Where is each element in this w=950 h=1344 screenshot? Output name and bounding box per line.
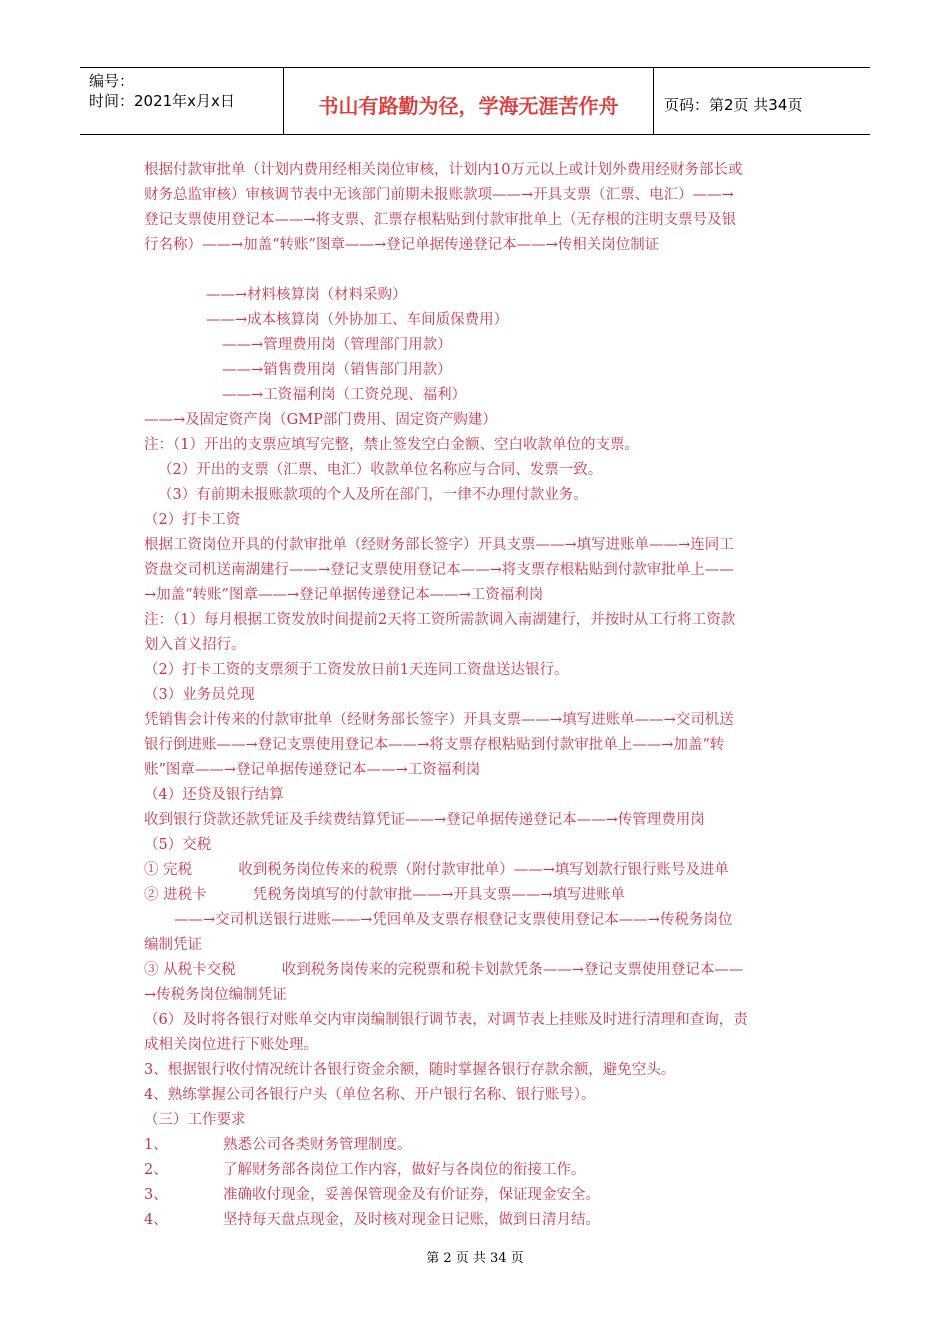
document-time-label: 时间：2021年x月x日 (89, 92, 235, 110)
body-line: 根据付款审批单（计划内费用经相关岗位审核，计划内10万元以上或计划外费用经财务部长或 (144, 162, 743, 178)
body-line: 编制凭证 (144, 937, 202, 953)
body-line: 账”图章——→登记单据传递登记本——→工资福利岗 (144, 762, 481, 778)
body-line: （三）工作要求 (144, 1112, 246, 1128)
body-line: 4、 坚持每天盘点现金，及时核对现金日记账，做到日清月结。 (144, 1212, 601, 1228)
header-meta (80, 68, 284, 134)
body-line: 3、 准确收付现金，妥善保管现金及有价证券，保证现金安全。 (144, 1187, 601, 1203)
document-body (144, 158, 808, 1233)
body-line: （2）开出的支票（汇票、电汇）收款单位名称应与合同、发票一致。 (158, 462, 603, 478)
body-line: ③ 从税卡交税 收到税务岗传来的完税票和税卡划款凭条——→登记支票使用登记本—— (144, 962, 744, 978)
body-line: 资盘交司机送南湖建行——→登记支票使用登记本——→将支票存根粘贴到付款审批单上—— (144, 562, 734, 578)
document-number-label: 编号： (89, 72, 135, 90)
body-line: 凭销售会计传来的付款审批单（经财务部长签字）开具支票——→填写进账单——→交司机送 (144, 712, 734, 728)
body-line: ——→销售费用岗（销售部门用款） (222, 362, 452, 378)
body-line: →传税务岗位编制凭证 (144, 987, 287, 1003)
body-line: （6）及时将各银行对账单交内审岗编制银行调节表，对调节表上挂账及时进行清理和查询，责 (144, 1012, 748, 1028)
body-line: ——→材料核算岗（材料采购） (206, 287, 407, 303)
body-line: 3、根据银行收付情况统计各银行资金余额，随时掌握各银行存款余额，避免空头。 (144, 1062, 676, 1078)
body-line: ——→交司机送银行进账——→凭回单及支票存根登记支票使用登记本——→传税务岗位 (174, 912, 733, 928)
body-line: （2）打卡工资 (144, 512, 241, 528)
body-line: →加盖“转账”图章——→登记单据传递登记本——→工资福利岗 (144, 587, 544, 603)
body-line: （5）交税 (144, 837, 212, 853)
body-line: 4、熟练掌握公司各银行户头（单位名称、开户银行名称、银行账号）。 (144, 1087, 596, 1103)
body-line: ——→工资福利岗（工资兑现、福利） (222, 387, 467, 403)
body-line: ——→成本核算岗（外协加工、车间质保费用） (206, 312, 509, 328)
body-line: ——→管理费用岗（管理部门用款） (222, 337, 452, 353)
body-line: 注：（1）每月根据工资发放时间提前2天将工资所需款调入南湖建行，并按时从工行将工资款 (144, 612, 736, 628)
page-footer: 第 2 页 共 34 页 (426, 1251, 524, 1266)
body-line: 财务总监审核）审核调节表中无该部门前期未报账款项——→开具支票（汇票、电汇）——→ (144, 187, 734, 203)
body-line: 1、 熟悉公司各类财务管理制度。 (144, 1137, 412, 1153)
body-line: ② 进税卡 凭税务岗填写的付款审批——→开具支票——→填写进账单 (144, 887, 625, 903)
body-line: 行名称）——→加盖“转账”图章——→登记单据传递登记本——→传相关岗位制证 (144, 237, 660, 253)
body-line: 登记支票使用登记本——→将支票、汇票存根粘贴到付款审批单上（无存根的注明支票号及银 (144, 212, 737, 228)
body-line: 成相关岗位进行下账处理。 (144, 1037, 318, 1053)
body-line: ① 完税 收到税务岗位传来的税票（附付款审批单）——→填写划款行银行账号及进单 (144, 862, 729, 878)
body-line: 银行倒进账——→登记支票使用登记本——→将支票存根粘贴到付款审批单上——→加盖“转 (144, 737, 725, 753)
header-page-info: 页码：第2页 共34页 (664, 95, 803, 114)
blank-line (144, 258, 808, 283)
header-motto: 书山有路勤为径，学海无涯苦作舟 (284, 68, 654, 134)
body-line: 根据工资岗位开具的付款审批单（经财务部长签字）开具支票——→填写进账单——→连同工 (144, 537, 734, 553)
body-line: 划入首义招行。 (144, 637, 246, 653)
body-line: 注：（1）开出的支票应填写完整，禁止签发空白金额、空白收款单位的支票。 (144, 437, 639, 453)
body-line: ——→及固定资产岗（GMP部门费用、固定资产购建） (144, 412, 497, 428)
page-header (80, 67, 870, 135)
body-line: （3）业务员兑现 (144, 687, 255, 703)
body-line: 收到银行贷款还款凭证及手续费结算凭证——→登记单据传递登记本——→传管理费用岗 (144, 812, 705, 828)
body-line: （3）有前期未报账款项的个人及所在部门，一律不办理付款业务。 (158, 487, 588, 503)
body-line: 2、 了解财务部各岗位工作内容，做好与各岗位的衔接工作。 (144, 1162, 586, 1178)
body-line: （2）打卡工资的支票须于工资发放日前1天连同工资盘送达银行。 (144, 662, 569, 678)
body-line: （4）还贷及银行结算 (144, 787, 284, 803)
